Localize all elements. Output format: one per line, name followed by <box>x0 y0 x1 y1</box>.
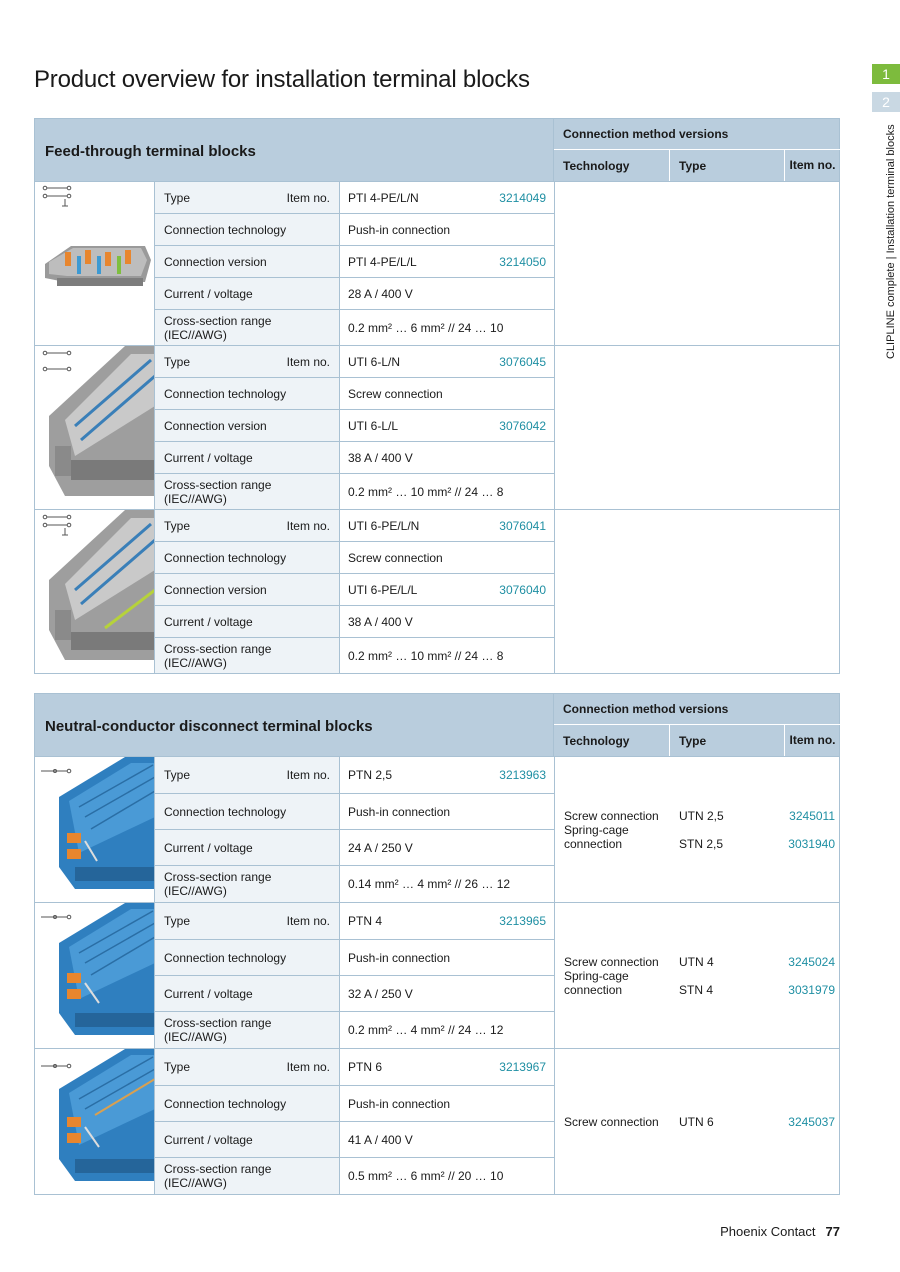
label-type: Type <box>164 354 191 369</box>
type-value: UTI 6-L/N <box>348 354 401 369</box>
type-value: PTN 6 <box>348 1060 383 1074</box>
section-title: Neutral-conductor disconnect terminal blocks <box>45 718 373 735</box>
item-number[interactable]: 3213965 <box>499 914 546 928</box>
item-number[interactable]: 3213967 <box>499 1060 546 1074</box>
connection-versions-cell <box>554 1049 840 1194</box>
col-item-no: Item no. <box>789 733 836 747</box>
cross-section-value: 0.14 mm² … 4 mm² // 26 … 12 <box>348 877 511 891</box>
conn-item-number[interactable]: 3245037 <box>788 1115 835 1129</box>
terminal-block-image <box>35 903 155 1048</box>
label-connection-technology: Connection technology <box>155 542 340 573</box>
current-voltage-value: 28 A / 400 V <box>348 286 413 301</box>
version-value: UTI 6-L/L <box>348 418 399 433</box>
label-type: Type <box>164 1060 191 1074</box>
connection-technology-value: Screw connection <box>348 386 443 401</box>
product-image <box>35 757 155 902</box>
product-block <box>35 1049 839 1195</box>
label-cross-section: Cross-section range (IEC//AWG) <box>155 1012 340 1048</box>
cross-section-value: 0.2 mm² … 10 mm² // 24 … 8 <box>348 484 504 499</box>
product-image <box>35 510 155 673</box>
section-header <box>35 118 839 182</box>
conn-type: UTN 6 <box>679 1115 714 1129</box>
col-item-no: Item no. <box>789 158 836 172</box>
label-current-voltage: Current / voltage <box>155 442 340 473</box>
label-connection-technology: Connection technology <box>155 1086 340 1121</box>
connection-technology-value: Screw connection <box>348 550 443 565</box>
item-number[interactable]: 3076041 <box>499 518 546 533</box>
conn-type: STN 2,5 <box>679 837 724 851</box>
connection-technology-value: Push-in connection <box>348 950 451 965</box>
col-technology: Technology <box>554 725 670 756</box>
cross-section-value: 0.5 mm² … 6 mm² // 20 … 10 <box>348 1169 504 1183</box>
item-number[interactable]: 3076040 <box>499 582 546 597</box>
label-connection-technology: Connection technology <box>155 214 340 245</box>
cross-section-value: 0.2 mm² … 10 mm² // 24 … 8 <box>348 648 504 663</box>
label-connection-technology: Connection technology <box>155 794 340 829</box>
chapter-tab-1[interactable]: 1 <box>872 64 900 84</box>
connection-methods-header <box>553 694 840 757</box>
label-current-voltage: Current / voltage <box>155 278 340 309</box>
cross-section-value: 0.2 mm² … 6 mm² // 24 … 10 <box>348 320 504 335</box>
label-connection-version: Connection version <box>155 410 340 441</box>
connection-versions-cell <box>554 346 840 509</box>
type-value: PTI 4-PE/L/N <box>348 190 419 205</box>
col-type: Type <box>670 150 785 181</box>
type-value: UTI 6-PE/L/N <box>348 518 420 533</box>
product-image <box>35 346 155 509</box>
type-value: PTN 2,5 <box>348 768 393 782</box>
conn-technology: Screw connection <box>564 809 659 823</box>
product-image <box>35 182 155 345</box>
footer-brand: Phoenix Contact <box>720 1224 816 1239</box>
item-number[interactable]: 3213963 <box>499 768 546 782</box>
version-value: UTI 6-PE/L/L <box>348 582 418 597</box>
label-current-voltage: Current / voltage <box>155 606 340 637</box>
page-title: Product overview for installation terminal blocks <box>34 66 530 93</box>
connection-versions-cell <box>554 510 840 673</box>
product-block <box>35 903 839 1049</box>
terminal-block-image <box>35 1049 155 1194</box>
connection-versions-cell <box>554 903 840 1048</box>
current-voltage-value: 38 A / 400 V <box>348 614 413 629</box>
label-item-no: Item no. <box>286 190 330 205</box>
product-image <box>35 1049 155 1194</box>
product-block <box>35 757 839 903</box>
label-current-voltage: Current / voltage <box>155 1122 340 1157</box>
version-value: PTI 4-PE/L/L <box>348 254 417 269</box>
conn-item-number[interactable]: 3245024 <box>788 955 835 969</box>
item-number[interactable]: 3214049 <box>499 190 546 205</box>
conn-item-number[interactable]: 3245011 <box>789 809 835 823</box>
label-cross-section: Cross-section range (IEC//AWG) <box>155 310 340 345</box>
conn-technology: Screw connection <box>564 1115 659 1129</box>
current-voltage-value: 32 A / 250 V <box>348 986 413 1001</box>
label-current-voltage: Current / voltage <box>155 830 340 865</box>
label-cross-section: Cross-section range (IEC//AWG) <box>155 474 340 509</box>
product-block <box>35 510 839 674</box>
current-voltage-value: 41 A / 400 V <box>348 1132 413 1147</box>
label-connection-version: Connection version <box>155 574 340 605</box>
connection-methods-title: Connection method versions <box>554 694 840 725</box>
current-voltage-value: 24 A / 250 V <box>348 840 413 855</box>
terminal-block-image <box>35 182 155 345</box>
label-cross-section: Cross-section range (IEC//AWG) <box>155 866 340 902</box>
product-image <box>35 903 155 1048</box>
connection-technology-value: Push-in connection <box>348 222 451 237</box>
neutral-conductor-section <box>34 693 840 1195</box>
label-item-no: Item no. <box>286 354 330 369</box>
conn-type: UTN 4 <box>679 955 714 969</box>
connection-methods-title: Connection method versions <box>554 119 840 150</box>
conn-technology: Screw connection <box>564 955 659 969</box>
label-current-voltage: Current / voltage <box>155 976 340 1011</box>
conn-technology: Spring-cage connection <box>564 823 629 851</box>
connection-technology-value: Push-in connection <box>348 804 451 819</box>
label-connection-version: Connection version <box>155 246 340 277</box>
col-technology: Technology <box>554 150 670 181</box>
connection-methods-header <box>553 119 840 182</box>
conn-item-number[interactable]: 3031940 <box>788 837 835 851</box>
section-title: Feed-through terminal blocks <box>45 143 256 160</box>
conn-type: UTN 2,5 <box>679 809 724 823</box>
label-type: Type <box>164 518 191 533</box>
section-header <box>35 693 839 757</box>
conn-type: STN 4 <box>679 983 714 997</box>
label-type: Type <box>164 190 191 205</box>
side-label: CLIPLINE complete | Installation terminal blocks <box>885 124 897 359</box>
cross-section-value: 0.2 mm² … 4 mm² // 24 … 12 <box>348 1023 504 1037</box>
page-footer <box>720 1224 840 1239</box>
product-block <box>35 182 839 346</box>
label-connection-technology: Connection technology <box>155 940 340 975</box>
terminal-block-image <box>35 757 155 902</box>
connection-versions-cell <box>554 757 840 902</box>
connection-versions-cell <box>554 182 840 345</box>
label-item-no: Item no. <box>286 914 330 928</box>
current-voltage-value: 38 A / 400 V <box>348 450 413 465</box>
label-type: Type <box>164 768 191 782</box>
connection-technology-value: Push-in connection <box>348 1096 451 1111</box>
product-block <box>35 346 839 510</box>
label-item-no: Item no. <box>286 768 330 782</box>
label-item-no: Item no. <box>286 518 330 533</box>
item-number[interactable]: 3214050 <box>499 254 546 269</box>
label-cross-section: Cross-section range (IEC//AWG) <box>155 1158 340 1194</box>
label-type: Type <box>164 914 191 928</box>
chapter-tab-2[interactable]: 2 <box>872 92 900 112</box>
feed-through-section <box>34 118 840 674</box>
item-number[interactable]: 3076042 <box>499 418 546 433</box>
item-number[interactable]: 3076045 <box>499 354 546 369</box>
label-connection-technology: Connection technology <box>155 378 340 409</box>
label-item-no: Item no. <box>286 1060 330 1074</box>
terminal-block-image <box>35 346 155 509</box>
conn-technology: Spring-cage connection <box>564 969 629 997</box>
page-number: 77 <box>825 1224 840 1239</box>
label-cross-section: Cross-section range (IEC//AWG) <box>155 638 340 673</box>
col-type: Type <box>670 725 785 756</box>
conn-item-number[interactable]: 3031979 <box>788 983 835 997</box>
terminal-block-image <box>35 510 155 673</box>
type-value: PTN 4 <box>348 914 383 928</box>
